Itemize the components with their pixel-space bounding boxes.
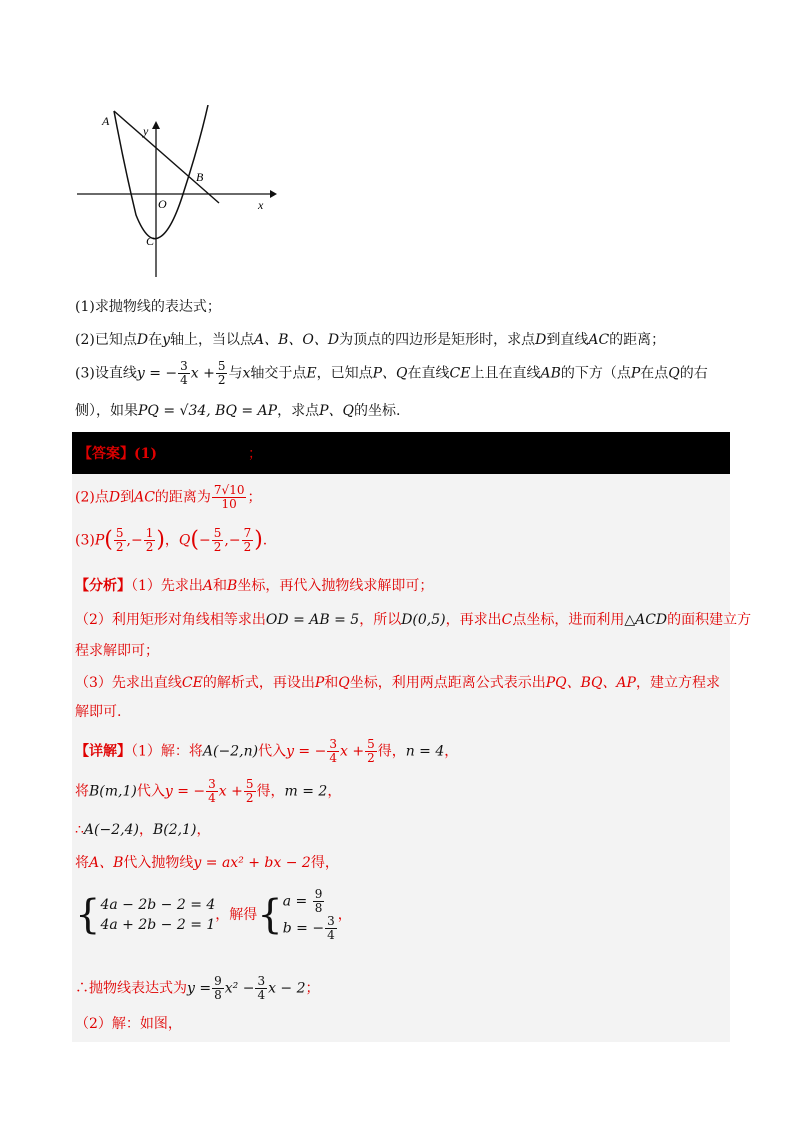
analysis-3-cont: 解即可.: [75, 704, 122, 720]
analysis-2: （2）利用矩形对角线相等求出OD = AB = 5，所以D(0,5)，再求出C点坐标，进而利用△ACD的面积建立方: [75, 612, 752, 628]
q3-point-p: P: [630, 365, 641, 382]
q3-frac-1: $\frac{3}{4}$: [180, 359, 188, 387]
answer-2: (2)点D到AC的距离为 $\frac{7√10}{10}$ ；: [75, 483, 262, 511]
q3-text: 的右: [679, 365, 708, 382]
analysis-2-cont: 程求解即可；: [75, 643, 159, 659]
solution-system: a = $\frac{9}{8}$ b = − $\frac{3}{4}$: [282, 887, 335, 942]
detail-2: 将B(m,1)代入y = − $\frac{3}{4}$ x + $\frac{5}{2}$ 得，m = 2，: [75, 777, 342, 805]
q3-eq: y = −: [136, 365, 178, 382]
question-3-line-2: [75, 400, 735, 422]
q3-text: ，已知点: [316, 365, 373, 382]
parabola-curve: [114, 105, 208, 239]
question-1-text: (1)求抛物线的表达式；: [75, 299, 221, 315]
q3-condition: PQ = √34, BQ = AP: [138, 403, 278, 419]
q2-points: A、B、O、D: [254, 332, 340, 348]
q3-text: 侧），如果: [75, 403, 138, 419]
detail-label: 【详解】: [75, 743, 131, 760]
q3-x: x: [242, 365, 251, 382]
q2-text: (2)已知点: [75, 332, 137, 348]
question-3-line-1: [75, 360, 735, 387]
x-axis-arrow: [270, 190, 277, 198]
label-x: x: [258, 198, 264, 212]
question-2: [75, 329, 735, 351]
q3-text: 与: [228, 365, 243, 382]
q2-text: 在: [148, 332, 163, 348]
detail-1: 【详解】（1）解：将A(−2,n)代入y = − $\frac{3}{4}$ x + $\frac{5}{2}$ 得，n = 4，: [75, 737, 459, 765]
answer-label: 【答案】(1): [78, 446, 157, 462]
answer-header-bar: [72, 432, 730, 474]
answer-3: (3)P( $\frac{5}{2}$ ,− $\frac{1}{2}$ )，Q(− $\frac{5}{2}$ ,− $\frac{7}{2}$ ).: [75, 526, 268, 554]
q2-point-d: D: [535, 332, 547, 348]
q3-text: ，求点: [277, 403, 320, 419]
q2-line-ac: AC: [588, 332, 610, 348]
answer-2-fraction: $\frac{7√10}{10}$: [213, 483, 245, 511]
analysis-1: 【分析】（1）先求出A和B坐标，再代入抛物线求解即可；: [75, 578, 434, 594]
q2-text: 到直线: [546, 332, 589, 348]
detail-system: {4a − 2b − 2 = 4 4a + 2b − 2 = 1，解得{a = $\frac{9}{8}$ b = − $\frac{3}{4}$ ，: [75, 887, 352, 942]
q3-point-q: Q: [668, 365, 680, 382]
q3-point-e: E: [306, 365, 317, 382]
q2-point-d: D: [136, 332, 149, 348]
q2-text: 轴上，当以点: [170, 332, 254, 348]
label-b: B: [196, 170, 204, 184]
q3-eq: x +: [190, 365, 215, 382]
detail-3: ∴A(−2,4)，B(2,1)，: [75, 822, 211, 838]
label-a: A: [102, 114, 110, 128]
q3-text: 的下方（点: [560, 365, 631, 382]
q3-points: P、Q: [372, 365, 408, 382]
q3-text: 在点: [640, 365, 669, 382]
analysis-3: （3）先求出直线CE的解析式，再设出P和Q坐标，利用两点距离公式表示出PQ、BQ、AP，建立方程求: [75, 675, 720, 691]
q3-frac-2: $\frac{5}{2}$: [217, 359, 226, 387]
q3-text: 在直线: [407, 365, 450, 382]
q3-points: P、Q: [319, 403, 354, 419]
detail-4: 将A、B代入抛物线y = ax² + bx − 2得，: [75, 855, 339, 871]
q3-line-ce: CE: [449, 365, 471, 382]
q3-text: 上且在直线: [470, 365, 541, 382]
q3-text: 轴交于点: [250, 365, 307, 382]
q3-text: 的坐标.: [354, 403, 401, 419]
label-c: C: [146, 234, 155, 248]
q3-line-ab: AB: [540, 365, 561, 382]
q2-y: y: [162, 332, 170, 348]
q2-text: 为顶点的四边形是矩形时，求点: [339, 332, 536, 348]
equation-system: 4a − 2b − 2 = 4 4a + 2b − 2 = 1: [100, 897, 216, 933]
detail-5: ∴抛物线表达式为y = $\frac{9}{8}$ x² − $\frac{3}{4}$ x − 2；: [75, 974, 320, 1002]
parabola-figure: [72, 105, 277, 280]
q2-text: 的距离；: [609, 332, 666, 348]
label-y: y: [143, 124, 149, 138]
label-o: O: [158, 197, 167, 211]
question-1: [75, 296, 735, 318]
detail-6: （2）解：如图，: [75, 1016, 182, 1032]
q3-text: (3)设直线: [75, 365, 137, 382]
y-axis-arrow: [152, 121, 160, 129]
answer-semicolon: ；: [248, 446, 262, 462]
analysis-label: 【分析】: [75, 578, 131, 594]
